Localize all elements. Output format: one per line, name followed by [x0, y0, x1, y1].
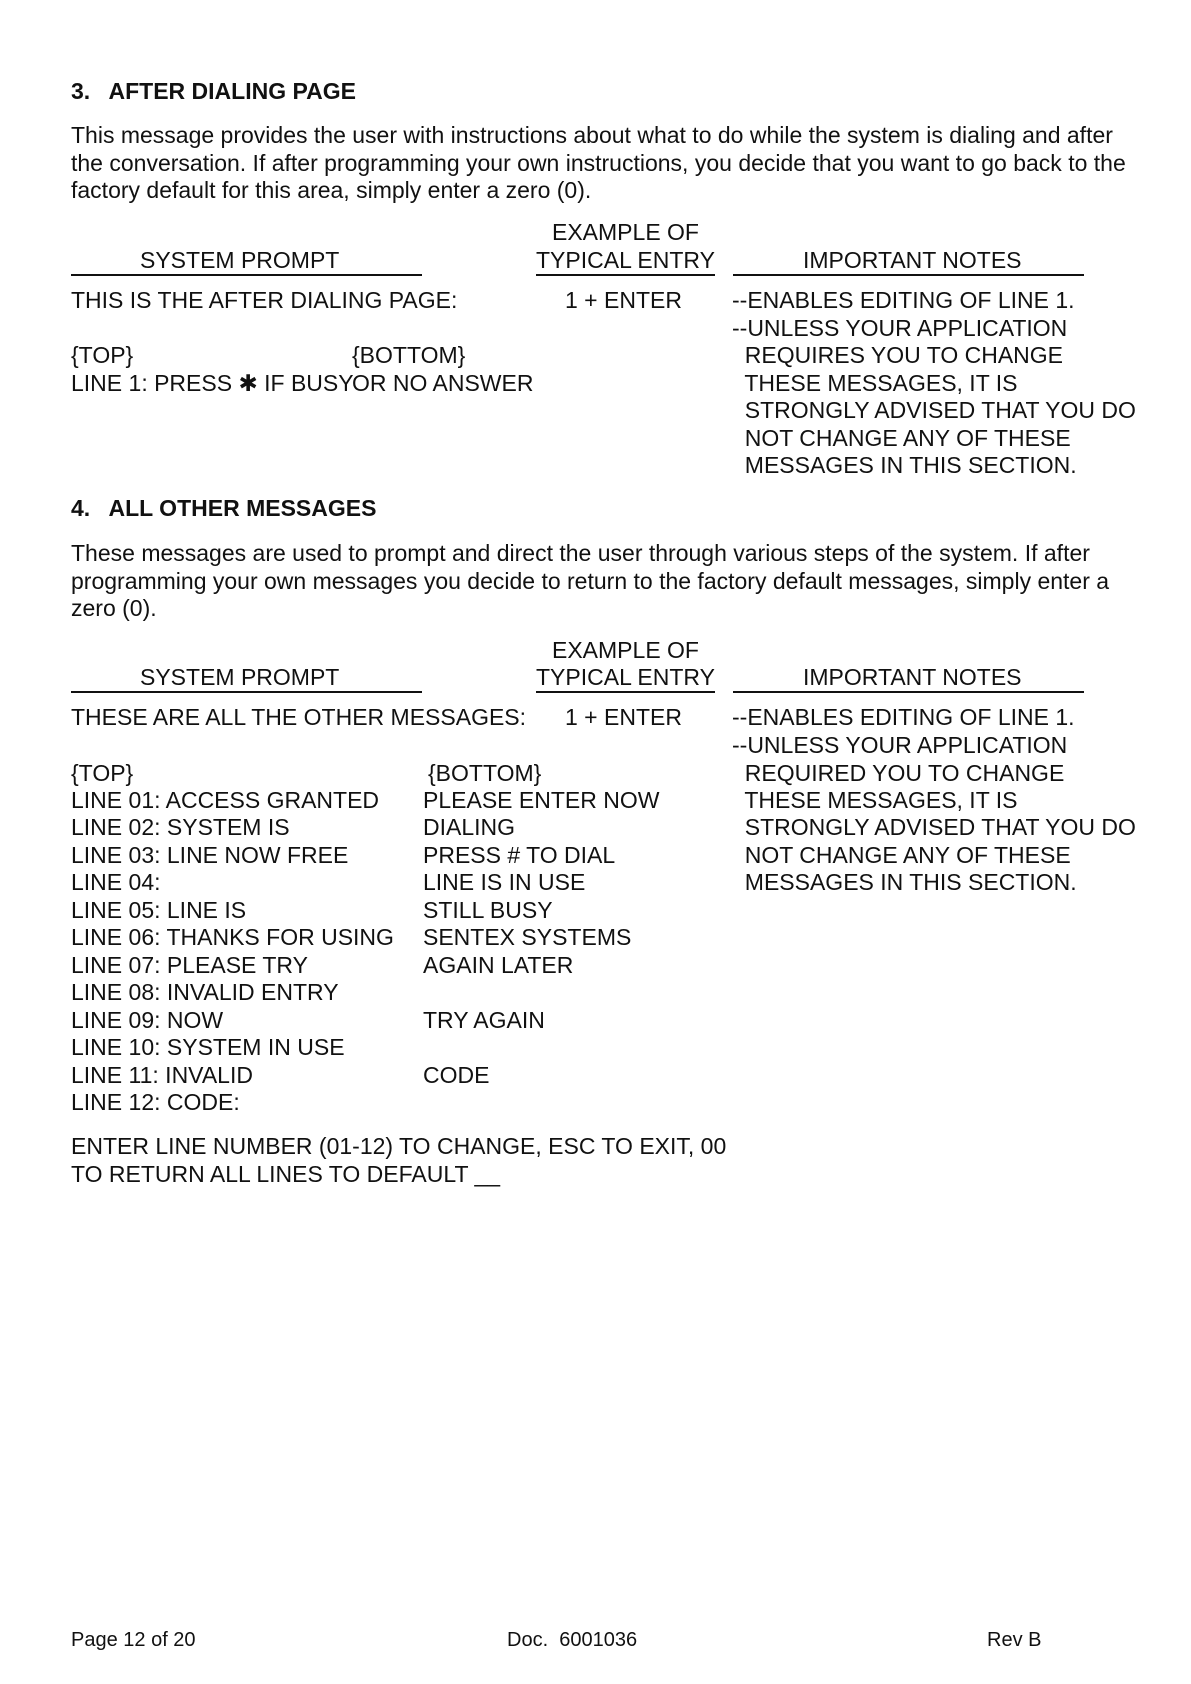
note-line: STRONGLY ADVISED THAT YOU DO	[732, 397, 1136, 423]
message-line-top: LINE 04:	[71, 869, 161, 895]
note-line: THESE MESSAGES, IT IS	[732, 787, 1018, 813]
message-line-top: LINE 11: INVALID	[71, 1062, 253, 1088]
message-line-bottom: PLEASE ENTER NOW	[423, 787, 660, 813]
note-line: STRONGLY ADVISED THAT YOU DO	[732, 814, 1136, 840]
message-line-top: LINE 02: SYSTEM IS	[71, 814, 290, 840]
bottom-label: {BOTTOM}	[428, 760, 542, 786]
note-line: --UNLESS YOUR APPLICATION	[732, 315, 1068, 341]
message-line-top: LINE 09: NOW	[71, 1007, 224, 1033]
revision: Rev B	[987, 1629, 1042, 1651]
note-line: THESE MESSAGES, IT IS	[732, 370, 1018, 396]
document-number: Doc. 6001036	[507, 1629, 638, 1651]
message-line-bottom: CODE	[423, 1062, 490, 1088]
note-line: NOT CHANGE ANY OF THESE	[732, 425, 1071, 451]
section-4-heading: 4. ALL OTHER MESSAGES	[71, 495, 377, 521]
column-header-typical-entry: TYPICAL ENTRY	[536, 247, 715, 276]
system-prompt-text: THESE ARE ALL THE OTHER MESSAGES:	[71, 704, 527, 730]
system-prompt-text: THIS IS THE AFTER DIALING PAGE:	[71, 287, 458, 313]
message-line-bottom: PRESS # TO DIAL	[423, 842, 616, 868]
message-line-bottom: DIALING	[423, 814, 516, 840]
section-3-paragraph: This message provides the user with instructions about what to do while the system is dialing and after the conversation. If after programming your own instructions, you decide that you want to go back to the factory default for this area, simply enter a zero (0).	[71, 122, 1126, 203]
typical-entry-text: 1 + ENTER	[565, 704, 682, 730]
page-number: Page 12 of 20	[71, 1629, 196, 1651]
message-line-bottom: AGAIN LATER	[423, 952, 574, 978]
message-line-top: LINE 07: PLEASE TRY	[71, 952, 308, 978]
typical-entry-text: 1 + ENTER	[565, 287, 682, 313]
message-line-top: LINE 05: LINE IS	[71, 897, 247, 923]
column-header-example-of: EXAMPLE OF	[552, 637, 699, 663]
line-1-top-text: LINE 1: PRESS ✱ IF BUSY	[71, 370, 354, 396]
message-line-top: LINE 01: ACCESS GRANTED	[71, 787, 380, 813]
message-line-top: LINE 08: INVALID ENTRY	[71, 979, 339, 1005]
column-header-typical-entry: TYPICAL ENTRY	[536, 664, 715, 693]
column-header-important-notes: IMPORTANT NOTES	[733, 247, 1084, 276]
column-header-system-prompt: SYSTEM PROMPT	[71, 664, 422, 693]
message-line-top: LINE 06: THANKS FOR USING	[71, 924, 394, 950]
note-line: NOT CHANGE ANY OF THESE	[732, 842, 1071, 868]
section-3-heading: 3. AFTER DIALING PAGE	[71, 78, 356, 104]
note-line: --UNLESS YOUR APPLICATION	[732, 732, 1068, 758]
message-line-top: LINE 10: SYSTEM IN USE	[71, 1034, 345, 1060]
column-header-important-notes: IMPORTANT NOTES	[733, 664, 1084, 693]
entry-instruction-line-2: TO RETURN ALL LINES TO DEFAULT __	[71, 1161, 501, 1187]
top-label: {TOP}	[71, 342, 134, 368]
message-line-bottom: TRY AGAIN	[423, 1007, 545, 1033]
note-line: MESSAGES IN THIS SECTION.	[732, 452, 1077, 478]
entry-instruction-line-1: ENTER LINE NUMBER (01-12) TO CHANGE, ESC TO EXIT, 00	[71, 1133, 727, 1159]
bottom-label: {BOTTOM}	[352, 342, 466, 368]
top-label: {TOP}	[71, 760, 134, 786]
column-header-system-prompt: SYSTEM PROMPT	[71, 247, 422, 276]
message-line-bottom: STILL BUSY	[423, 897, 553, 923]
message-line-bottom: LINE IS IN USE	[423, 869, 586, 895]
note-line: REQUIRES YOU TO CHANGE	[732, 342, 1064, 368]
section-4-paragraph: These messages are used to prompt and direct the user through various steps of the system. If after programming your own messages you decide to return to the factory default messages, simply enter a zero (0).	[71, 540, 1110, 621]
note-line: --ENABLES EDITING OF LINE 1.	[732, 704, 1075, 730]
column-header-example-of: EXAMPLE OF	[552, 219, 699, 245]
note-line: REQUIRED YOU TO CHANGE	[732, 760, 1065, 786]
message-line-bottom: SENTEX SYSTEMS	[423, 924, 632, 950]
note-line: --ENABLES EDITING OF LINE 1.	[732, 287, 1075, 313]
message-line-top: LINE 03: LINE NOW FREE	[71, 842, 349, 868]
line-1-bottom-text: OR NO ANSWER	[352, 370, 534, 396]
message-line-top: LINE 12: CODE:	[71, 1089, 240, 1115]
note-line: MESSAGES IN THIS SECTION.	[732, 869, 1077, 895]
